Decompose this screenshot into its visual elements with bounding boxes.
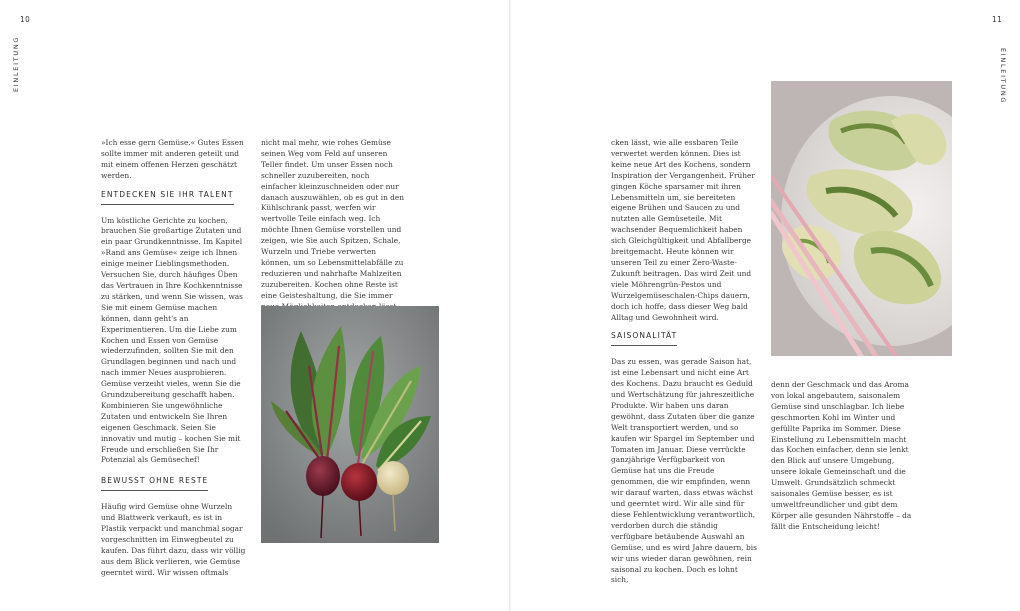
paragraph-saison-continued: denn der Geschmack und das Aroma von lokal angebautem, saisonalem Gemüse sind unschlagbar. Ich liebe geschmorten Kohl im Winter und gefüllte Paprika im Sommer. Diese Einstellung zu Lebensmitteln macht das Kochen einfacher, denn sie lenkt den Blick auf unsere Umgebung, unsere lokale Gemeinschaft und die Umwelt. Grundsätzlich schmeckt saisonales Gemüse besser, es ist umweltfreundlicher und gibt dem Körper alle gesunden Nährstoffe – da fällt die Entscheidung leicht! <box>771 380 912 531</box>
beetroot-illustration <box>261 306 439 543</box>
heading-bewusst: BEWUSST OHNE RESTE <box>101 476 208 491</box>
running-head-left: EINLEITUNG <box>12 35 20 92</box>
right-column-2 <box>771 380 919 533</box>
heading-saisonalitaet: SAISONALITÄT <box>611 331 677 346</box>
page-number-left: 10 <box>20 15 31 24</box>
tempura-photo <box>771 81 952 356</box>
right-column-1 <box>611 138 757 586</box>
paragraph-talent: Um köstliche Gerichte zu kochen, brauchen Sie großartige Zutaten und ein paar Grundkenntnisse. Im Kapitel »Rand ans Gemüse« zeige ich Ihnen einige meiner Lieblingsmethoden. Versuchen Sie, durch häufiges Üben das Vertrauen in Ihre Kochkenntnisse zu stärken, und wenn Sie wissen, was Sie mit einem Gemüse machen können, dann geht's an Experimentieren. Um die Liebe zum Kochen und Essen von Gemüse wiederzufinden, sollten Sie mit den Grundlagen beginnen und nach und nach immer Neues ausprobieren. Gemüse verzeiht vieles, wenn Sie die Grundzubereitung geschafft haben. Kombinieren Sie ungewöhnliche Zutaten und entwickeln Sie Ihren eigenen Geschmack. Seien Sie innovativ und mutig – kochen Sie mit Freude und erschließen Sie Ihr Potenzial als Gemüsechef! <box>101 215 243 465</box>
paragraph-reste: Häufig wird Gemüse ohne Wurzeln und Blattwerk verkauft, es ist in Plastik verpackt und manchmal sogar vorgeschnitten im Einwegbeutel zu kaufen. Das führt dazu, dass wir völlig aus dem Blick verlieren, wie Gemüse geerntet wird. Wir wissen oftmals <box>101 502 246 577</box>
paragraph-saison: Das zu essen, was gerade Saison hat, ist eine Lebensart und nicht eine Art des Kochens. Dazu braucht es Geduld und Wertschätzung für jahreszeitliche Produkte. Wir haben uns daran gewöhnt, dass Zutaten über die ganze Welt transportiert werden, und so kaufen wir Spargel im September und Tomaten im Januar. Diese verrückte ganzjährige Verfügbarkeit von Gemüse hat uns die Freude genommen, die wir empfinden, wenn wir darauf warten, dass etwas wächst und geerntet wird. Wir alle sind für diese Fehlentwicklung verantwortlich, verdorben durch die ständig verfügbare betäubende Auswahl an Gemüse, und es wird Jahre dauern, bis wir uns wieder daran gewöhnen, rein saisonal zu kochen. Doch es lohnt sich, <box>611 357 757 585</box>
intro-text: »Ich esse gern Gemüse.« Gutes Essen sollte immer mit anderen geteilt und mit einem offenen Herzen geschätzt werden. <box>101 138 244 180</box>
paragraph-vergangenheit: cken lässt, wie alle essbaren Teile verwertet werden können. Dies ist keine neue Art des Kochens, sondern Inspiration der Vergangenheit. Früher gingen Köche sparsamer mit ihren Lebensmitteln um, sie bereiteten eigene Brühen und Saucen zu und nutzten alle Gemüseteile. Mit wachsender Bequemlichkeit haben sich Gleichgültigkeit und Abfallberge breitgemacht. Heute können wir unseren Teil zu einer Zero-Waste-Zukunft beitragen. Das wird Zeit und viele Möhrengrün-Pestos und Wurzelgemüseschalen-Chips dauern, doch ich hoffe, dass dieser Weg bald Alltag und Gewohnheit wird. <box>611 138 755 322</box>
page-number-right: 11 <box>992 15 1003 24</box>
heading-entdecken: ENTDECKEN SIE IHR TALENT <box>101 190 234 205</box>
book-spine <box>509 0 511 611</box>
tempura-illustration <box>771 81 952 356</box>
paragraph-reste-continued: nicht mal mehr, wie rohes Gemüse seinen Weg vom Feld auf unseren Teller findet. Um unser Essen noch schneller zuzubereiten, noch einfacher kleinzuschneiden oder nur danach auszuwählen, ob es gut in den Kühlschrank passt, werfen wir wertvolle Teile einfach weg. Ich möchte Ihnen Gemüse vorstellen und zeigen, wie Sie auch Spitzen, Schale, Wurzeln und Triebe verwerten können, um so Lebensmittelabfälle zu reduzieren und nahrhafte Mahlzeiten zuzubereiten. Kochen ohne Reste ist eine Geisteshaltung, die Sie immer <box>261 138 405 300</box>
left-column-1 <box>101 138 247 579</box>
left-column-2 <box>261 138 407 313</box>
running-head-right: EINLEITUNG <box>999 48 1007 105</box>
beetroot-photo <box>261 306 439 543</box>
